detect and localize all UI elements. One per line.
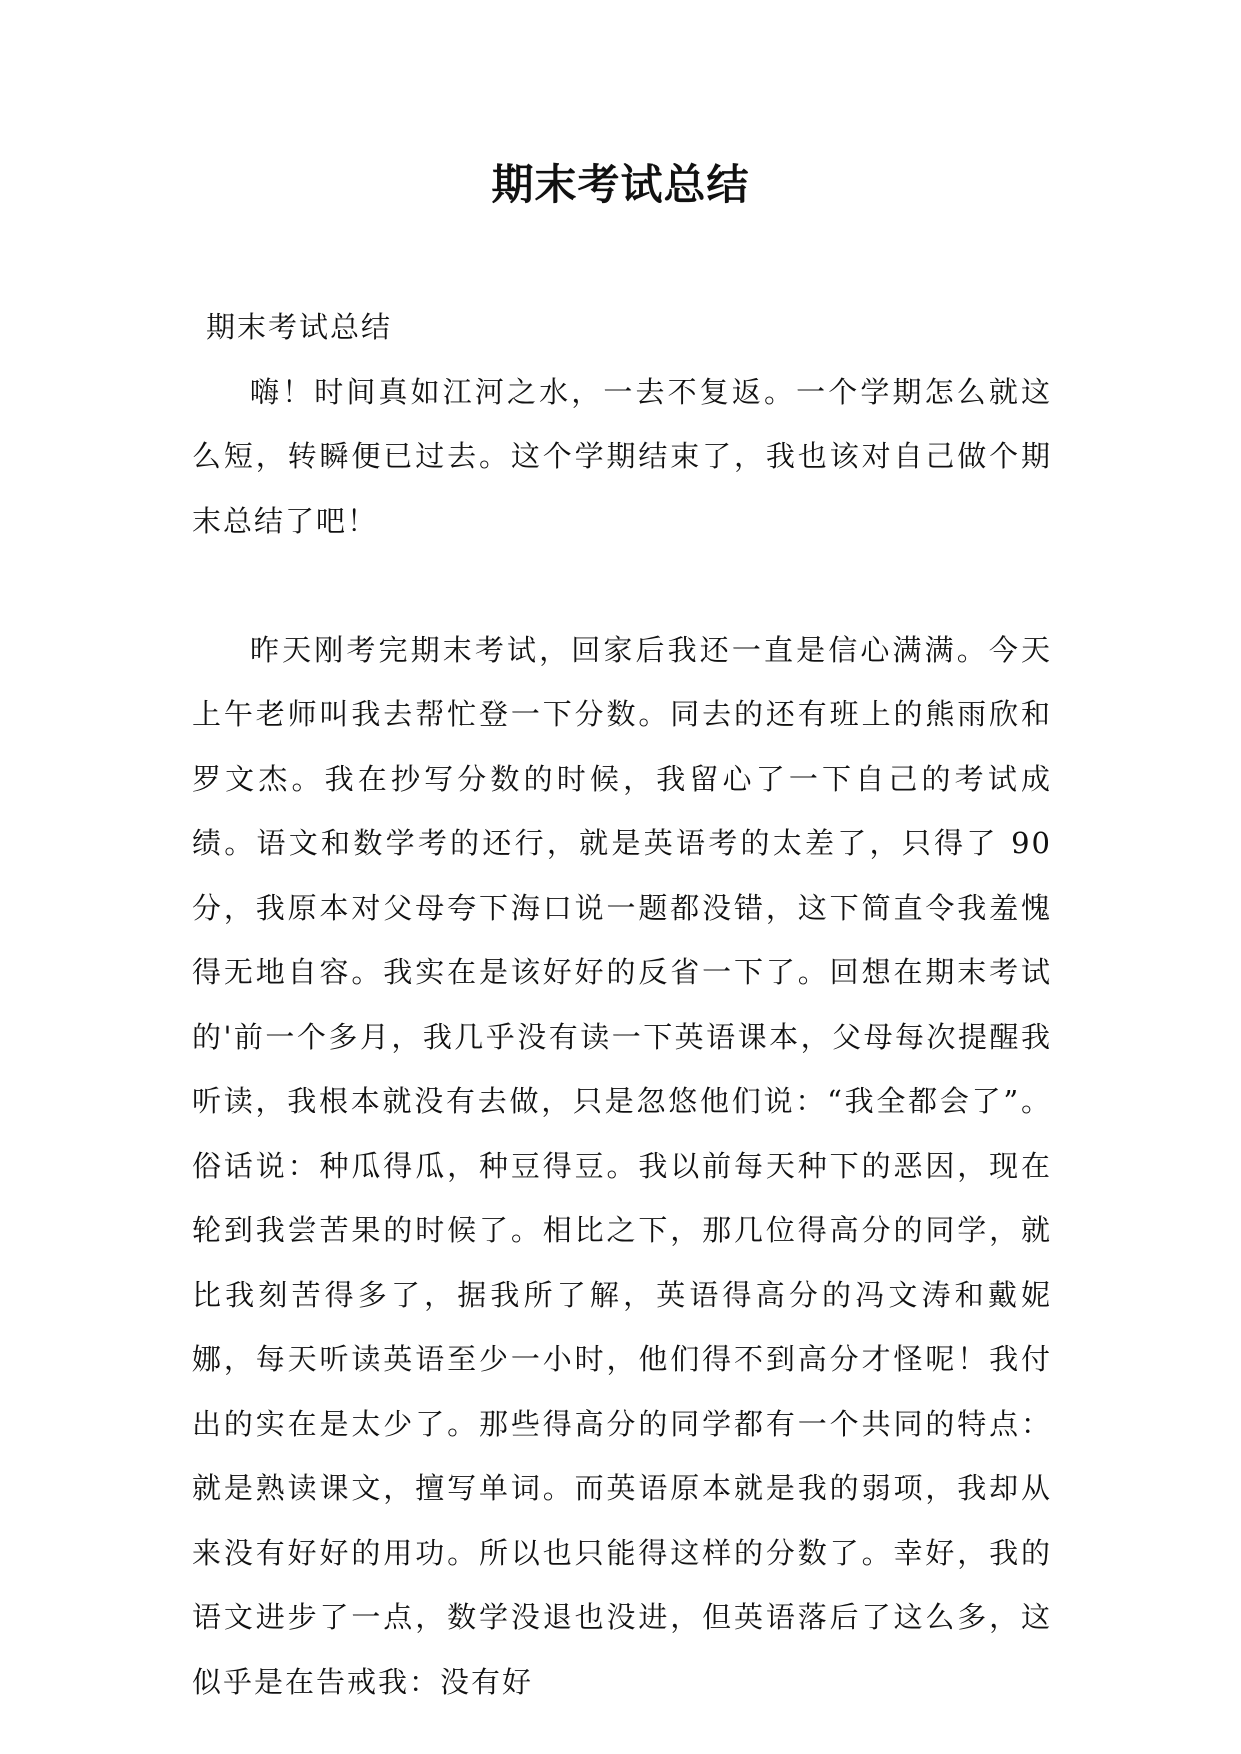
document-subtitle: 期末考试总结: [206, 310, 393, 344]
paragraph-intro: 嗨！时间真如江河之水，一去不复返。一个学期怎么就这么短，转瞬便已过去。这个学期结束了，我也该对自己做个期末总结了吧！: [192, 374, 1052, 538]
document-title: 期末考试总结: [491, 160, 750, 209]
paragraph-main: 昨天刚考完期末考试，回家后我还一直是信心满满。今天上午老师叫我去帮忙登一下分数。同去的还有班上的熊雨欣和罗文杰。我在抄写分数的时候，我留心了一下自己的考试成绩。语文和数学考的还行，就是英语考的太差了，只得了 90 分，我原本对父母夸下海口说一题都没错，这下简直令我羞愧得无地自容。我实在是该好好的反省一下了。回想在期末考试的'前一个多月，我几乎没有读一下英语课本，父母每次提醒我听读，我根本就没有去做，只是忽悠他们说：“我全都会了”。俗话说：种瓜得瓜，种豆得豆。我以前每天种下的恶因，现在轮到我尝苦果的时候了。相比之下，那几位得高分的同学，就比我刻苦得多了，据我所了解，英语得高分的冯文涛和戴妮娜，每天听读英语至少一小时，他们得不到高分才怪呢！我付出的实在是太少了。那些得高分的同学都有一个共同的特点：就是熟读课文，擅写单词。而英语原本就是我的弱项，我却从来没有好好的用功。所以也只能得这样的分数了。幸好，我的语文进步了一点，数学没退也没进，但英语落后了这么多，这似乎是在告戒我：没有好: [192, 632, 1052, 1699]
document-body: [192, 295, 1052, 1714]
paragraph-spacer: [192, 553, 1052, 618]
